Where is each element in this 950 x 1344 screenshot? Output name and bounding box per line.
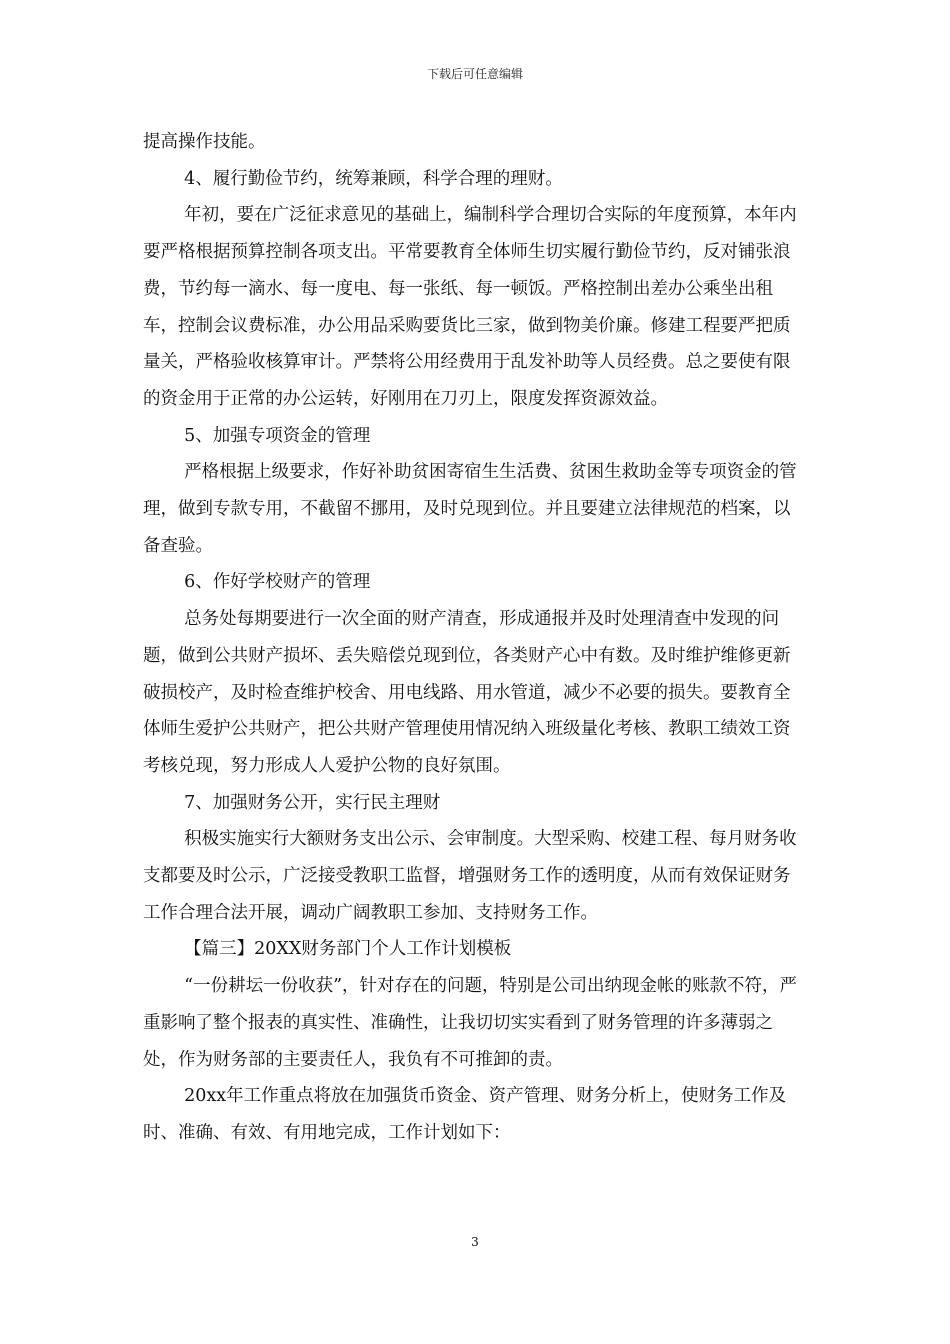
paragraph-plan: 20xx年工作重点将放在加强货币资金、资产管理、财务分析上，使财务工作及时、准确、有效、有用地完成，工作计划如下： xyxy=(143,1086,787,1143)
paragraph-1: 提高操作技能。 xyxy=(143,132,266,152)
document-body xyxy=(143,124,807,1152)
item-heading-7: 7、加强财务公开，实行民主理财 xyxy=(184,792,441,813)
page-header: 下载后可任意编辑 xyxy=(426,67,523,81)
paragraph-intro: “一份耕坛一份收获”，针对存在的问题，特别是公司出纳现金帐的账款不符，严重影响了整个报表的真实性、准确性，让我切切实实看到了财务管理的许多薄弱之处，作为财务部的主要责任人，我负有不可推卸的责。 xyxy=(143,976,798,1070)
item-heading-5: 5、加强专项资金的管理 xyxy=(184,425,371,446)
paragraph-property: 总务处每期要进行一次全面的财产清查，形成通报并及时处理清查中发现的问题，做到公共财产损坏、丢失赔偿兑现到位，各类财产心中有数。及时维护维修更新破损校产，及时检查维护校舍、用电线路、用水管道，减少不必要的损失。要教育全体师生爱护公共财产，把公共财产管理使用情况纳入班级量化考核、教职工绩效工资考核兑现，努力形成人人爱护公物的良好氛围。 xyxy=(143,609,791,776)
page-number: 3 xyxy=(471,1235,479,1249)
paragraph-special-funds: 严格根据上级要求，作好补助贫困寄宿生生活费、贫困生救助金等专项资金的管理，做到专款专用，不截留不挪用，及时兑现到位。并且要建立法律规范的档案，以备查验。 xyxy=(143,462,797,556)
item-heading-6: 6、作好学校财产的管理 xyxy=(184,572,371,593)
paragraph-budget: 年初，要在广泛征求意见的基础上，编制科学合理切合实际的年度预算，本年内要严格根据预算控制各项支出。平常要教育全体师生切实履行勤俭节约，反对铺张浪费，节约每一滴水、每一度电、每一张纸、每一顿饭。严格控制出差办公乘坐出租车，控制会议费标准，办公用品采购要货比三家，做到物美价廉。修建工程要严把质量关，严格验收核算审计。严禁将公用经费用于乱发补助等人员经费。总之要使有限的资金用于正常的办公运转，好刚用在刀刃上，限度发挥资源效益。 xyxy=(143,205,797,409)
section-title: 【篇三】20XX财务部门个人工作计划模板 xyxy=(184,939,512,960)
paragraph-disclosure: 积极实施实行大额财务支出公示、会审制度。大型采购、校建工程、每月财务收支都要及时公示，广泛接受教职工监督，增强财务工作的透明度，从而有效保证财务工作合理合法开展，调动广阔教职工参加、支持财务工作。 xyxy=(143,829,797,923)
item-heading-4: 4、履行勤俭节约，统筹兼顾，科学合理的理财。 xyxy=(184,168,563,189)
